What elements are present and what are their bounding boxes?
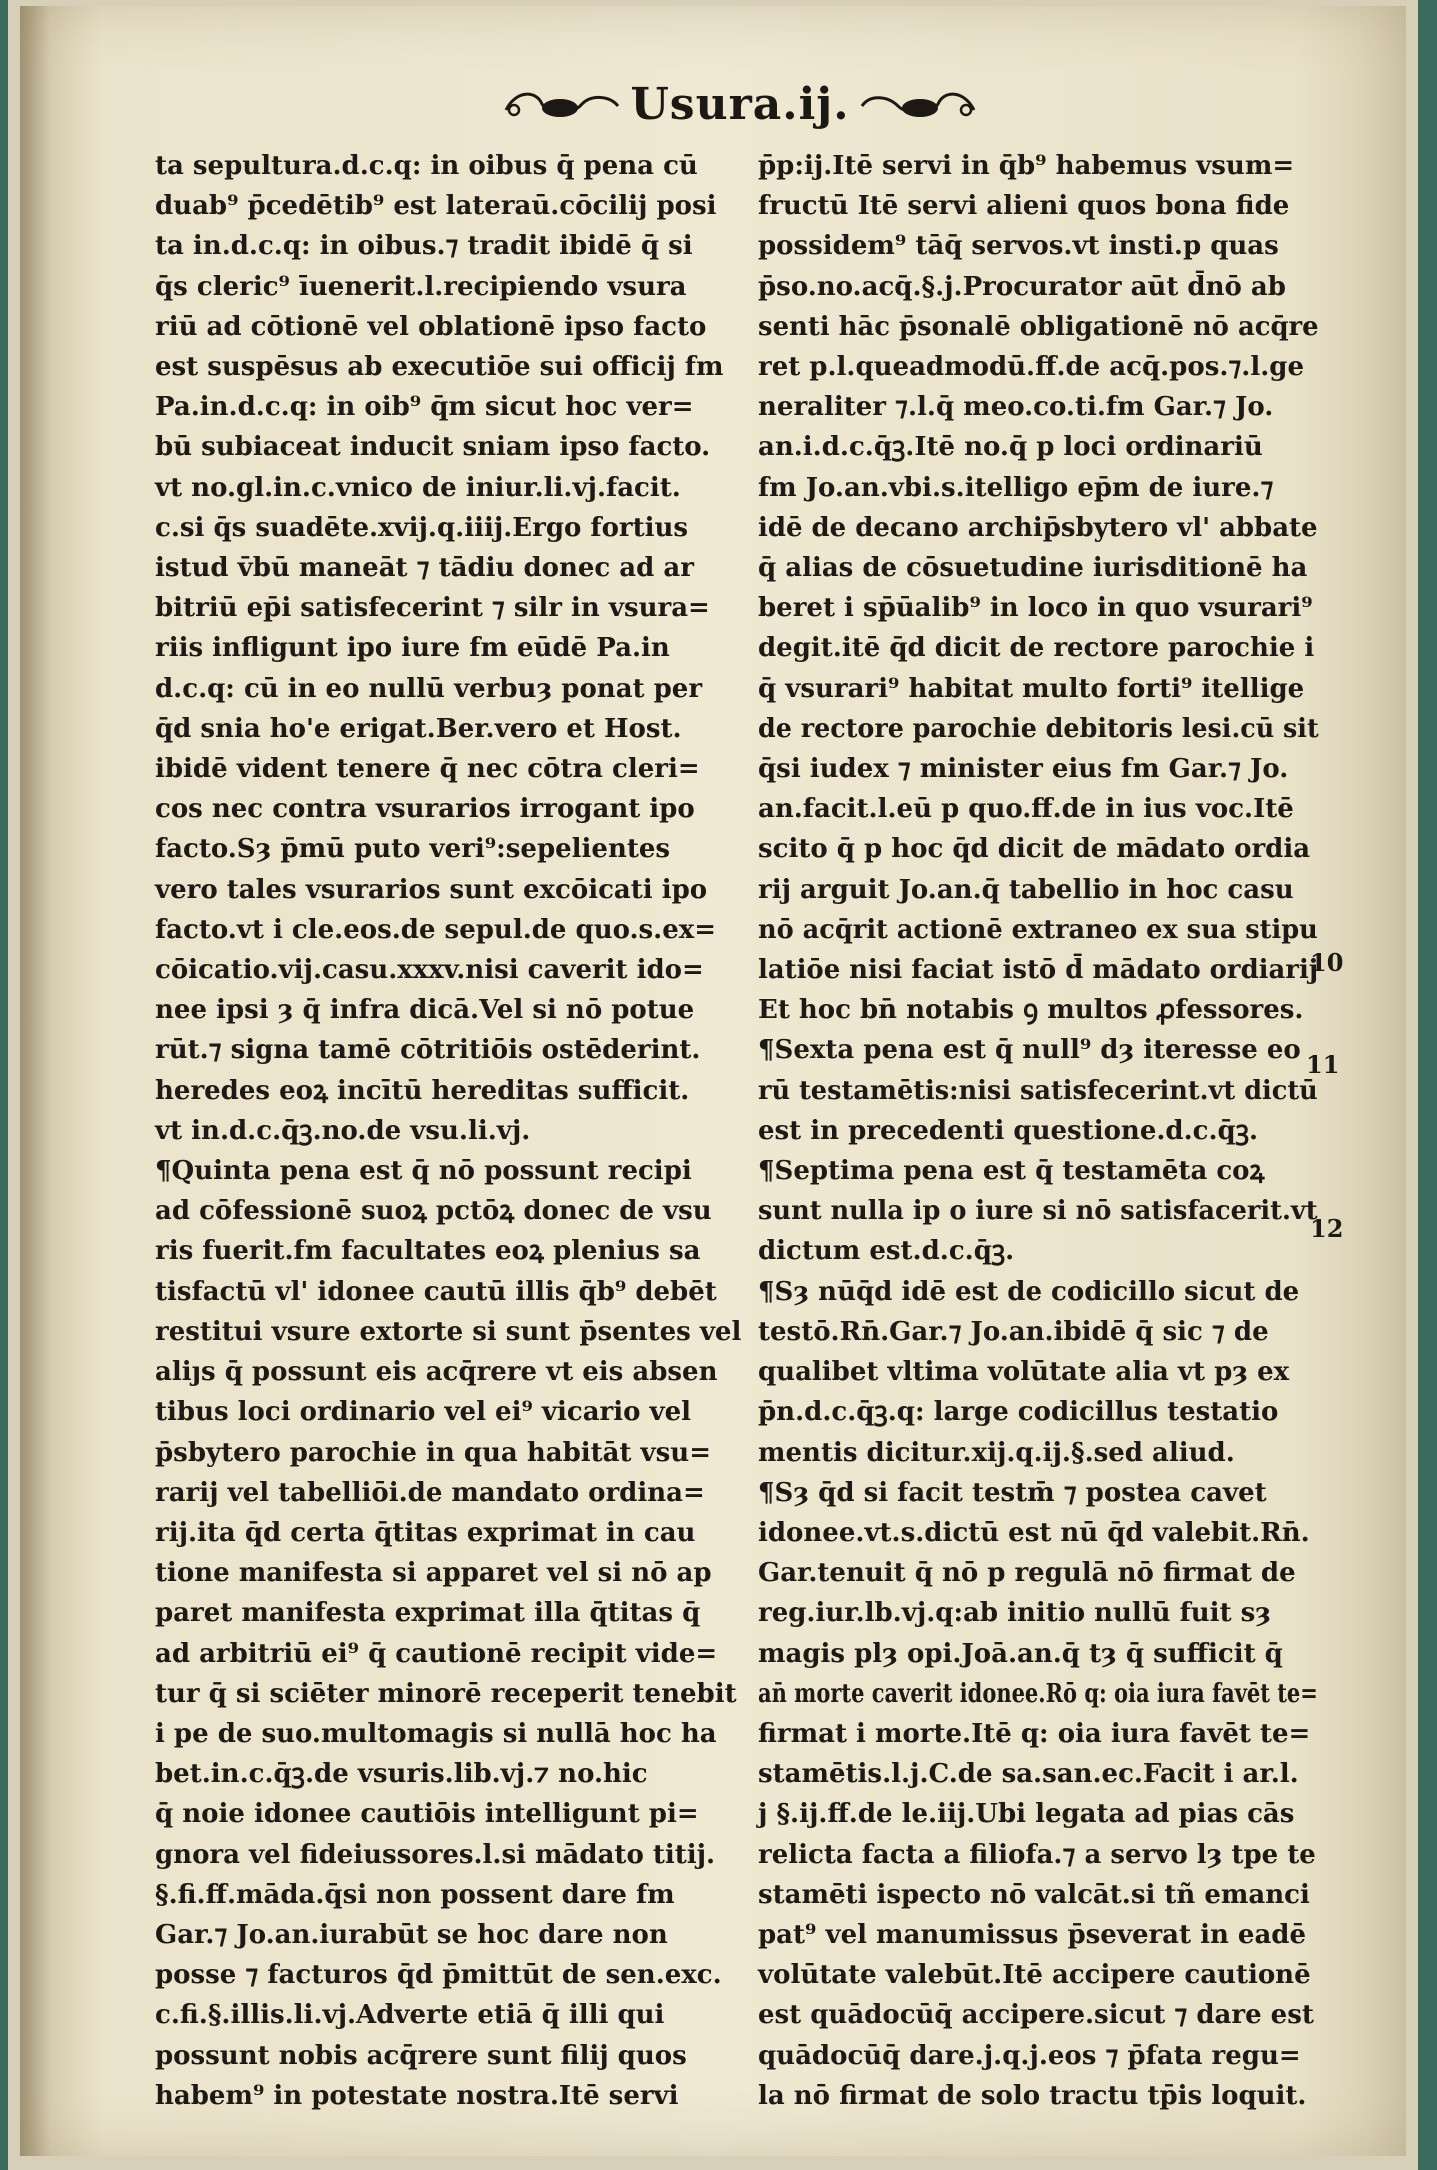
text-line: q̄ noie idonee cautiōis intelligunt pi=	[155, 1799, 699, 1830]
text-line: ¶Septima pena est q̄ testamēta coꝝ	[758, 1156, 1265, 1187]
text-line: p̄so.no.acq̄.§.j.Procurator aūt d̄nō ab	[758, 271, 1286, 302]
text-line: relicta facta a filiofa.⁊ a servo lȝ tpe te	[758, 1839, 1316, 1870]
text-line: fm Jo.an.vbi.s.itelligo ep̄m de iure.⁊	[758, 472, 1274, 503]
text-line: q̄ alias de cōsuetudine iurisditionē ha	[758, 553, 1308, 584]
text-line: nee ipsi ȝ q̄ infra dicā.Vel si nō potue	[155, 995, 695, 1026]
running-header	[490, 64, 990, 144]
text-line: Pa.in.d.c.q: in oib⁹ q̄m sicut hoc ver=	[155, 392, 694, 423]
text-line: riis infligunt ipo iure fm eūdē Pa.in	[155, 633, 670, 664]
text-line: tione manifesta si apparet vel si nō ap	[155, 1558, 712, 1589]
text-line: facto.vt i cle.eos.de sepul.de quo.s.ex=	[155, 914, 717, 945]
text-line: vt in.d.c.q̄ꝫ.no.de vsu.li.vj.	[155, 1115, 531, 1146]
text-line: scito q̄ p hoc q̄d dicit de mādato ordia	[758, 834, 1311, 865]
text-line: pat⁹ vel manumissus p̄severat in eadē	[758, 1919, 1307, 1950]
margin-number: 10	[1310, 948, 1344, 977]
text-line: posse ⁊ facturos q̄d p̄mittūt de sen.exc.	[155, 1960, 722, 1991]
text-line: sunt nulla ip o iure si nō satisfacerit.vt	[758, 1196, 1318, 1227]
margin-number: 12	[1310, 1214, 1344, 1243]
text-line: firmat i morte.Itē q: oia iura favēt te=	[758, 1718, 1311, 1749]
text-line: q̄d snia ho'e erigat.Ber.vero et Host.	[155, 713, 682, 744]
text-line: la nō firmat de solo tractu tp̄is loquit.	[758, 2080, 1307, 2111]
text-line: ta sepultura.d.c.q: in oibus q̄ pena cū	[155, 151, 698, 181]
text-line: Gar.⁊ Jo.an.iurabūt se hoc dare non	[155, 1919, 668, 1950]
text-line: j §.ij.ff.de le.iij.Ubi legata ad pias cās	[758, 1799, 1295, 1830]
text-line: stamēti ispecto nō valcāt.si tñ emanci	[758, 1879, 1310, 1910]
text-line: q̄ vsurari⁹ habitat multo forti⁹ itellige	[758, 673, 1305, 704]
text-line: cos nec contra vsurarios irrogant ipo	[155, 794, 695, 825]
text-line: an̄ morte caverit idonee.Rō q: oia iura favēt te=	[758, 1678, 1318, 1709]
text-line: bet.in.c.q̄ꝫ.de vsuris.lib.vj.⁊ no.hic	[155, 1759, 648, 1790]
margin-number: 11	[1306, 1050, 1340, 1079]
text-line: an.facit.l.eū p quo.ff.de in ius voc.Itē	[758, 794, 1294, 825]
text-line: idē de decano archip̄sbytero vl' abbate	[758, 512, 1318, 543]
text-line: tibus loci ordinario vel ei⁹ vicario vel	[155, 1397, 692, 1428]
text-line: paret manifesta exprimat illa q̄titas q̄	[155, 1598, 701, 1629]
text-line: stamētis.l.j.C.de sa.san.ec.Facit i ar.l.	[758, 1759, 1299, 1790]
text-line: vt no.gl.in.c.vnico de iniur.li.vj.facit.	[155, 472, 681, 503]
text-line: istud v̄bū maneāt ⁊ tādiu donec ad ar	[155, 553, 694, 584]
text-line: ¶Sȝ q̄d si facit testm̄ ⁊ postea cavet	[758, 1477, 1267, 1508]
text-line: quādocūq̄ dare.j.q.j.eos ⁊ p̄fata regu=	[758, 2040, 1301, 2071]
text-line: rū testamētis:nisi satisfecerint.vt dictū	[758, 1075, 1318, 1106]
text-line: an.i.d.c.q̄ꝫ.Itē no.q̄ p loci ordinariū	[758, 432, 1263, 463]
text-line: facto.Sȝ p̄mū puto veri⁹:sepelientes	[155, 834, 671, 865]
left-text-column	[155, 146, 745, 2116]
text-line: ad cōfessionē suoꝝ pctōꝝ donec de vsu	[155, 1196, 712, 1227]
text-line: ¶Sexta pena est q̄ null⁹ dȝ iteresse eo	[758, 1035, 1301, 1066]
text-line: heredes eoꝝ incītū hereditas sufficit.	[155, 1075, 690, 1106]
text-line: nō acq̄rit actionē extraneo ex sua stipu	[758, 914, 1318, 945]
text-line: vero tales vsurarios sunt excōicati ipo	[155, 874, 708, 905]
text-line: §.fi.ff.māda.q̄si non possent dare fm	[155, 1879, 675, 1910]
text-line: restitui vsure extorte si sunt p̄sentes vel	[155, 1316, 742, 1347]
text-line: reg.iur.lb.vj.q:ab initio nullū fuit sȝ	[758, 1598, 1272, 1629]
manuscript-page	[20, 6, 1406, 2156]
text-line: Gar.tenuit q̄ nō p regulā nō firmat de	[758, 1558, 1296, 1589]
text-line: habem⁹ in potestate nostra.Itē servi	[155, 2080, 679, 2111]
text-line: testō.Rn̄.Gar.⁊ Jo.an.ibidē q̄ sic ⁊ de	[758, 1316, 1269, 1347]
page-title: Usura.ij.	[630, 78, 850, 130]
text-line: magis plȝ opi.Joā.an.q̄ tȝ q̄ sufficit q̄	[758, 1638, 1283, 1669]
text-line: rarij vel tabelliōi.de mandato ordina=	[155, 1477, 705, 1508]
text-line: bū subiaceat inducit sniam ipso facto.	[155, 432, 711, 463]
text-line: fructū Itē servi alieni quos bona fide	[758, 191, 1290, 222]
text-line: tur q̄ si sciēter minorē receperit tenebit	[155, 1678, 737, 1709]
text-line: dictum est.d.c.q̄ꝫ.	[758, 1236, 1015, 1267]
text-line: ris fuerit.fm facultates eoꝝ plenius sa	[155, 1236, 701, 1267]
text-line: senti hāc p̄sonalē obligationē nō acq̄re	[758, 311, 1319, 342]
text-line: duab⁹ p̄cedētib⁹ est lateraū.cōcilij posi	[155, 191, 717, 222]
text-line: cōicatio.vij.casu.xxxv.nisi caverit ido=	[155, 955, 704, 986]
text-line: q̄si iudex ⁊ minister eius fm Gar.⁊ Jo.	[758, 754, 1289, 785]
text-line: volūtate valebūt.Itē accipere cautionē	[758, 1960, 1311, 1991]
text-line: aliȷs q̄ possunt eis acq̄rere vt eis absen	[155, 1357, 718, 1388]
text-line: c.fi.§.illis.li.vj.Adverte etiā q̄ illi qui	[155, 2000, 665, 2031]
text-line: latiōe nisi faciat istō d̄ mādato ordiarij	[758, 955, 1319, 986]
text-line: ¶Quinta pena est q̄ nō possunt recipi	[155, 1156, 692, 1187]
text-line: p̄sbytero parochie in qua habitāt vsu=	[155, 1437, 711, 1468]
text-line: possunt nobis acq̄rere sunt filij quos	[155, 2040, 687, 2071]
right-fleuron-icon	[858, 84, 978, 124]
text-line: ret p.l.queadmodū.ff.de acq̄.pos.⁊.l.ge	[758, 352, 1305, 383]
text-line: est quādocūq̄ accipere.sicut ⁊ dare est	[758, 2000, 1314, 2031]
text-line: ibidē vident tenere q̄ nec cōtra cleri=	[155, 754, 700, 785]
text-line: possidem⁹ tāq̄ servos.vt insti.p quas	[758, 231, 1279, 262]
text-line: rij.ita q̄d certa q̄titas exprimat in cau	[155, 1517, 696, 1548]
text-line: p̄p:ij.Itē servi in q̄b⁹ habemus vsum=	[758, 151, 1295, 181]
text-line: ta in.d.c.q: in oibus.⁊ tradit ibidē q̄ si	[155, 231, 693, 262]
text-line: est suspēsus ab executiōe sui officij fm	[155, 352, 724, 383]
right-text-column	[758, 146, 1318, 2116]
text-line: neraliter ⁊.l.q̄ meo.co.ti.fm Gar.⁊ Jo.	[758, 392, 1274, 423]
text-line: rūt.⁊ signa tamē cōtritiōis ostēderint.	[155, 1035, 701, 1066]
left-fleuron-icon	[502, 84, 622, 124]
text-line: rij arguit Jo.an.q̄ tabellio in hoc casu	[758, 874, 1294, 905]
text-line: c.si q̄s suadēte.xvij.q.iiij.Ergo fortius	[155, 512, 689, 543]
text-line: de rectore parochie debitoris lesi.cū sit	[758, 713, 1319, 744]
text-line: Et hoc bn̄ notabis ꝯ multos ꝓfessores.	[758, 995, 1304, 1026]
text-line: ad arbitriū ei⁹ q̄ cautionē recipit vide=	[155, 1638, 718, 1669]
text-line: mentis dicitur.xij.q.ij.§.sed aliud.	[758, 1437, 1235, 1468]
text-line: gnora vel fideiussores.l.si mādato titij.	[155, 1839, 716, 1870]
text-line: tisfactū vl' idonee cautū illis q̄b⁹ debēt	[155, 1276, 717, 1307]
text-line: idonee.vt.s.dictū est nū q̄d valebit.Rn̄.	[758, 1517, 1310, 1548]
text-line: i pe de suo.multomagis si nullā hoc ha	[155, 1718, 717, 1749]
text-line: q̄s cleric⁹ īuenerit.l.recipiendo vsura	[155, 271, 687, 302]
text-line: bitriū ep̄i satisfecerint ⁊ silr in vsura=	[155, 593, 710, 624]
text-line: riū ad cōtionē vel oblationē ipso facto	[155, 311, 707, 342]
text-line: est in precedenti questione.d.c.q̄ꝫ.	[758, 1115, 1259, 1146]
text-line: d.c.q: cū in eo nullū verbuȝ ponat per	[155, 673, 703, 704]
text-line: p̄n.d.c.q̄ꝫ.q: large codicillus testatio	[758, 1397, 1279, 1428]
text-line: beret i sp̄ūalib⁹ in loco in quo vsurari⁹	[758, 593, 1313, 624]
text-line: degit.itē q̄d dicit de rectore parochie i	[758, 633, 1315, 664]
text-line: qualibet vltima volūtate alia vt pȝ ex	[758, 1357, 1290, 1388]
text-line: ¶Sȝ nūq̄d idē est de codicillo sicut de	[758, 1276, 1300, 1307]
